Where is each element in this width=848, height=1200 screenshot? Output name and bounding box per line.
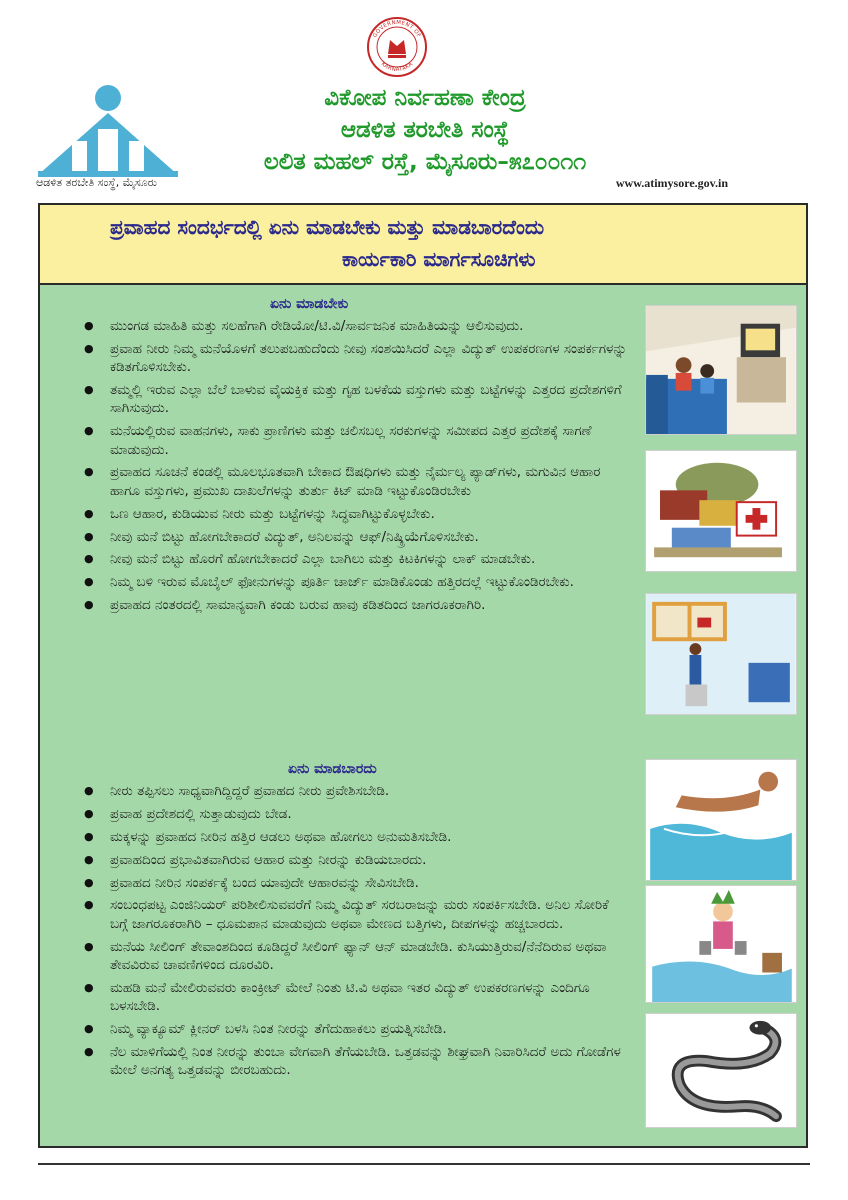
list-item: ● ನಿಮ್ಮ ಬಳಿ ಇರುವ ಮೊಬೈಲ್ ಫೋನುಗಳನ್ನು ಪೂರ್ತಿ ಚಾರ್ಜ್ ಮಾಡಿಕೊಂಡು ಹತ್ತಿರದಲ್ಲೆ ಇಟ್ಟುಕೊಂಡಿರಬೇಕು. bbox=[82, 573, 627, 591]
footer-rule bbox=[38, 1163, 810, 1165]
org-line-2: ಆಡಳಿತ ತರಬೇತಿ ಸಂಸ್ಥೆ bbox=[340, 117, 510, 143]
letterhead bbox=[0, 0, 848, 200]
dos-list bbox=[82, 317, 627, 619]
list-item: ● ಸಂಬಂಧಪಟ್ಟ ಎಂಜಿನಿಯರ್ ಪರಿಶೀಲಿಸುವವರೆಗೆ ನಿಮ್ಮ ವಿದ್ಯುತ್ ಸರಬರಾಜನ್ನು ಮರು ಸಂಪರ್ಕಿಸಬೇಡಿ. ಅನಿಲ ಸೋರಿಕೆ ಬಗ್ಗೆ ಜಾಗರೂಕರಾಗಿರಿ – ಧೂಮಪಾನ ಮಾಡುವುದು ಅಥವಾ ಮೇಣದ ಬತ್ತಿಗಳು, ದೀಪಗಳನ್ನು ಹಚ್ಚಬಾರದು. bbox=[82, 896, 627, 933]
donts-heading: ಏನು ಮಾಡಬಾರದು bbox=[288, 761, 377, 777]
list-item: ● ನಿಮ್ಮ ವ್ಯಾಕ್ಯೂಮ್ ಕ್ಲೀನರ್ ಬಳಸಿ ನಿಂತ ನೀರನ್ನು ತೆಗೆದುಹಾಕಲು ಪ್ರಯತ್ನಿಸಬೇಡಿ. bbox=[82, 1020, 627, 1038]
list-item: ● ಪ್ರವಾಹದ ನಂತರದಲ್ಲಿ ಸಾಮಾನ್ಯವಾಗಿ ಕಂಡು ಬರುವ ಹಾವು ಕಡಿತದಿಂದ ಜಾಗರೂಕರಾಗಿರಿ. bbox=[82, 596, 627, 614]
dos-heading: ಏನು ಮಾಡಬೇಕು bbox=[270, 296, 349, 312]
organisation-name bbox=[200, 82, 650, 178]
org-line-3: ಲಲಿತ ಮಹಲ್ ರಸ್ತೆ, ಮೈಸೂರು–೫೭೦೦೧೧ bbox=[263, 149, 587, 175]
guidelines-poster bbox=[38, 203, 808, 1148]
list-item: ● ನೀವು ಮನೆ ಬಿಟ್ಟು ಹೋಗಬೇಕಾದರೆ ವಿದ್ಯುತ್, ಅನಿಲವನ್ನು ಆಫ್/ನಿಷ್ಕ್ರಿಯೆಗೊಳಿಸಬೇಕು. bbox=[82, 528, 627, 546]
emergency-kit-illustration bbox=[645, 450, 797, 572]
list-item: ● ಪ್ರವಾಹದ ನೀರಿನ ಸಂಪರ್ಕಕ್ಕೆ ಬಂದ ಯಾವುದೇ ಆಹಾರವನ್ನು ಸೇವಿಸಬೇಡಿ. bbox=[82, 874, 627, 892]
logo-caption: ಆಡಳಿತ ತರಬೇತಿ ಸಂಸ್ಥೆ, ಮೈಸೂರು bbox=[36, 176, 158, 189]
poster-title-line-2: ಕಾರ್ಯಕಾರಿ ಮಾರ್ಗಸೂಚಿಗಳು bbox=[342, 247, 536, 271]
list-item: ● ಪ್ರವಾಹ ಪ್ರದೇಶದಲ್ಲಿ ಸುತ್ತಾಡುವುದು ಬೇಡ. bbox=[82, 805, 627, 823]
ati-logo-icon bbox=[30, 75, 190, 190]
list-item: ● ಮಕ್ಕಳನ್ನು ಪ್ರವಾಹದ ನೀರಿನ ಹತ್ತಿರ ಆಡಲು ಅಥವಾ ಹೋಗಲು ಅನುಮತಿಸಬೇಡಿ. bbox=[82, 828, 627, 846]
org-line-1: ವಿಕೋಪ ನಿರ್ವಹಣಾ ಕೇಂದ್ರ bbox=[324, 85, 526, 111]
list-item: ● ಒಣ ಆಹಾರ, ಕುಡಿಯುವ ನೀರು ಮತ್ತು ಬಟ್ಟೆಗಳನ್ನು ಸಿದ್ಧವಾಗಿಟ್ಟುಕೊಳ್ಳಬೇಕು. bbox=[82, 505, 627, 523]
list-item: ● ಪ್ರವಾಹದ ಸೂಚನೆ ಕಂಡಲ್ಲಿ ಮೂಲಭೂತವಾಗಿ ಬೇಕಾದ ಔಷಧಿಗಳು ಮತ್ತು ನೈರ್ಮಲ್ಯ ಪ್ಯಾಡ್‌ಗಳು, ಮಗುವಿನ ಆಹಾರ ಹಾಗೂ ವಸ್ತುಗಳು, ಪ್ರಮುಖ ದಾಖಲೆಗಳನ್ನು ತುರ್ತು ಕಿಟ್ ಮಾಡಿ ಇಟ್ಟುಕೊಂಡಿರಬೇಕು bbox=[82, 463, 627, 500]
list-item: ● ಮನೆಯಲ್ಲಿರುವ ವಾಹನಗಳು, ಸಾಕು ಪ್ರಾಣಿಗಳು ಮತ್ತು ಚಲಿಸಬಲ್ಲ ಸರಕುಗಳನ್ನು ಸಮೀಪದ ಎತ್ತರ ಪ್ರದೇಶಕ್ಕೆ ಸಾಗಣೆ ಮಾಡುವುದು. bbox=[82, 422, 627, 459]
website-link[interactable]: www.atimysore.gov.in bbox=[615, 176, 728, 190]
swimming-in-flood-water-illustration bbox=[645, 759, 797, 881]
donts-list bbox=[82, 782, 627, 1084]
family-watching-tv-illustration bbox=[645, 305, 797, 435]
list-item: ● ನೀರು ತಪ್ಪಿಸಲು ಸಾಧ್ಯವಾಗಿದ್ದಿದ್ದರೆ ಪ್ರವಾಹದ ನೀರು ಪ್ರವೇಶಿಸಬೇಡಿ. bbox=[82, 782, 627, 800]
child-in-flooded-room-illustration bbox=[645, 885, 797, 1003]
seal-bottom-text: KARNATAKA bbox=[379, 61, 415, 74]
government-seal-icon bbox=[366, 16, 428, 78]
seal-top-text: GOVERNMENT OF bbox=[372, 19, 422, 39]
list-item: ● ಪ್ರವಾಹ ನೀರು ನಿಮ್ಮ ಮನೆಯೊಳಗೆ ತಲುಪಬಹುದೆಂದು ನೀವು ಸಂಶಯಿಸಿದರೆ ಎಲ್ಲಾ ವಿದ್ಯುತ್ ಉಪಕರಣಗಳ ಸಂಪರ್ಕಗಳನ್ನು ಕಡಿತಗೊಳಿಸಬೇಕು. bbox=[82, 340, 627, 377]
woman-storing-items-illustration bbox=[645, 593, 797, 715]
snake-illustration bbox=[645, 1013, 797, 1128]
list-item: ● ಪ್ರವಾಹದಿಂದ ಪ್ರಭಾವಿತವಾಗಿರುವ ಆಹಾರ ಮತ್ತು ನೀರನ್ನು ಕುಡಿಯಬಾರದು. bbox=[82, 851, 627, 869]
list-item: ● ಮುಂಗಡ ಮಾಹಿತಿ ಮತ್ತು ಸಲಹೆಗಾಗಿ ರೇಡಿಯೋ/ಟಿ.ವಿ/ಸಾರ್ವಜನಿಕ ಮಾಹಿತಿಯನ್ನು ಆಲಿಸುವುದು. bbox=[82, 317, 627, 335]
list-item: ● ಮನೆಯ ಸೀಲಿಂಗ್ ತೇವಾಂಶದಿಂದ ಕೂಡಿದ್ದರೆ ಸೀಲಿಂಗ್ ಫ್ಯಾನ್ ಆನ್ ಮಾಡಬೇಡಿ. ಕುಸಿಯುತ್ತಿರುವ/ನೆನೆದಿರುವ ಅಥವಾ ತೇವವಿರುವ ಚಾವಣಿಗಳಿಂದ ದೂರವಿರಿ. bbox=[82, 938, 627, 975]
list-item: ● ತಮ್ಮಲ್ಲಿ ಇರುವ ಎಲ್ಲಾ ಬೆಲೆ ಬಾಳುವ ವೈಯಕ್ತಿಕ ಮತ್ತು ಗೃಹ ಬಳಕೆಯ ವಸ್ತುಗಳು ಮತ್ತು ಬಟ್ಟೆಗಳನ್ನು ಎತ್ತರದ ಪ್ರದೇಶಗಳಿಗೆ ಸಾಗಿಸುವುದು. bbox=[82, 381, 627, 418]
list-item: ● ಮಹಡಿ ಮನೆ ಮೇಲಿರುವವರು ಕಾಂಕ್ರೀಟ್ ಮೇಲೆ ನಿಂತು ಟಿ.ವಿ ಅಥವಾ ಇತರ ವಿದ್ಯುತ್ ಉಪಕರಣಗಳನ್ನು ಎಂದಿಗೂ ಬಳಸಬೇಡಿ. bbox=[82, 979, 627, 1016]
list-item: ● ನೆಲ ಮಾಳಿಗೆಯಲ್ಲಿ ನಿಂತ ನೀರನ್ನು ತುಂಬಾ ವೇಗವಾಗಿ ತೆಗೆಯಬೇಡಿ. ಒತ್ತಡವನ್ನು ಶೀಘ್ರವಾಗಿ ನಿವಾರಿಸಿದರೆ ಅದು ಗೋಡೆಗಳ ಮೇಲೆ ಅನಗತ್ಯ ಒತ್ತಡವನ್ನು ಬೀರಬಹುದು. bbox=[82, 1043, 627, 1080]
list-item: ● ನೀವು ಮನೆ ಬಿಟ್ಟು ಹೊರಗೆ ಹೋಗಬೇಕಾದರೆ ಎಲ್ಲಾ ಬಾಗಿಲು ಮತ್ತು ಕಿಟಕಿಗಳನ್ನು ಲಾಕ್ ಮಾಡಬೇಕು. bbox=[82, 550, 627, 568]
poster-title-band bbox=[40, 205, 806, 285]
poster-title-line-1: ಪ್ರವಾಹದ ಸಂದರ್ಭದಲ್ಲಿ ಏನು ಮಾಡಬೇಕು ಮತ್ತು ಮಾಡಬಾರದೆಂದು bbox=[110, 215, 545, 239]
